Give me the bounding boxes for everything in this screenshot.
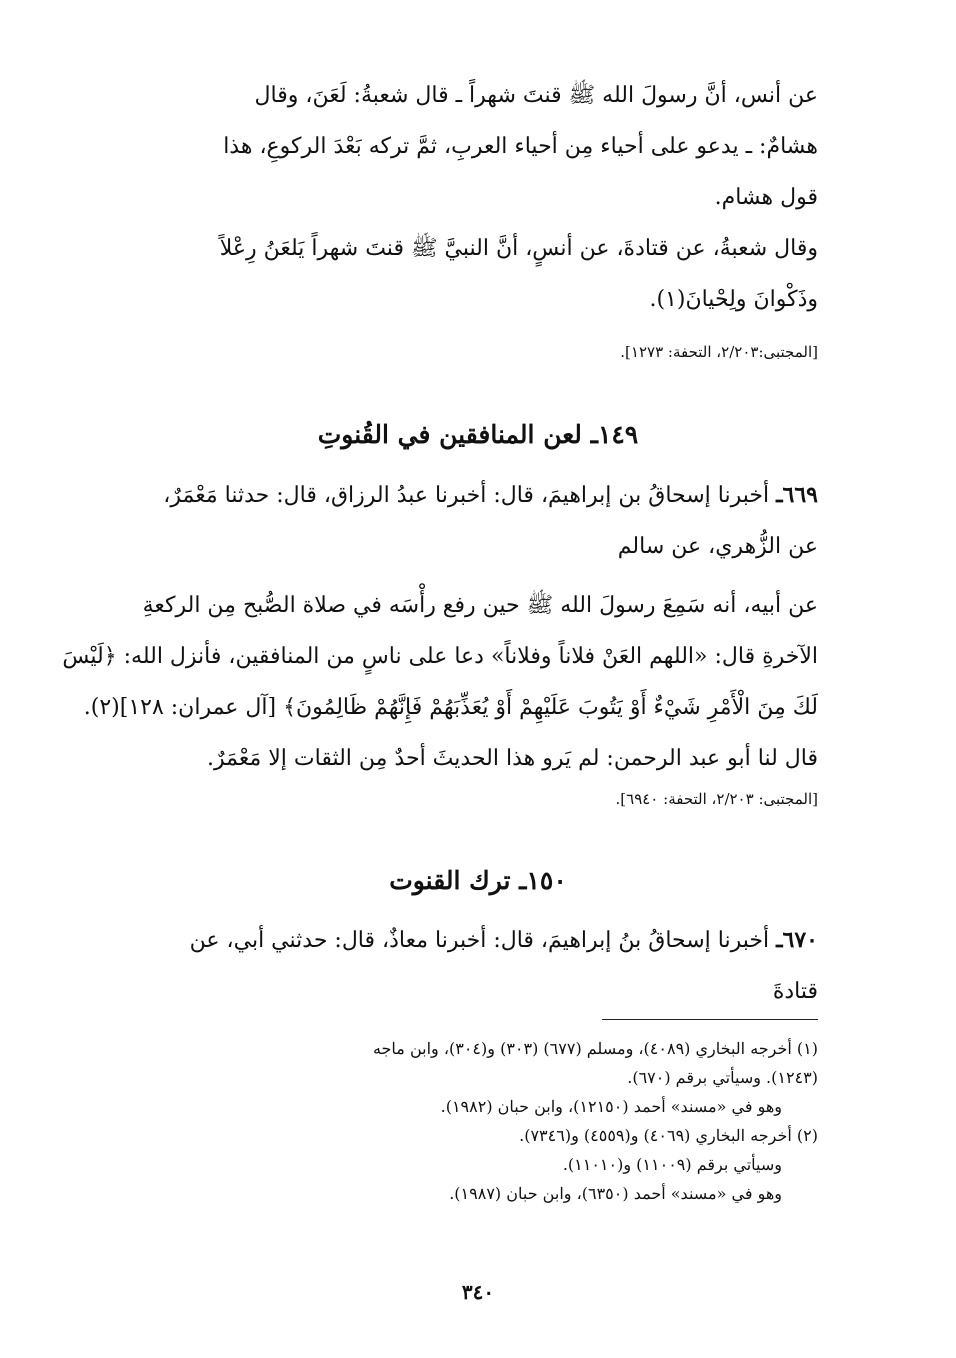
text-line: عن أبيه، أنه سَمِعَ رسولَ الله ﷺ حين رفع رأْسَه في صلاة الصُّبح مِن الركعةِ [142,593,818,618]
hadith-669-matn [62,580,818,784]
page-number: ٣٤٠ [461,1280,495,1304]
chapter-heading-149: ١٤٩ـ لعن المنافقين في القُنوتِ [317,420,639,449]
hadith-number: ٦٧٠ـ [776,927,818,953]
footnote-line: وهو في «مسند» أحمد (١٢١٥٠)، وابن حبان (١٩٨٢). [440,1097,782,1116]
reference-line: [المجتبى:٢/٢٠٣، التحفة: ١٢٧٣]. [620,343,818,361]
footnote-separator [602,1019,818,1020]
chapter-heading-150: ١٥٠ـ ترك القنوت [389,866,567,895]
text-line: وذَكْوانَ ولِحْيانَ(١). [649,287,818,312]
text-line: ٦٧٠ـ أخبرنا إسحاقُ بنُ إبراهيمَ، قال: أخبرنا معاذٌ، قال: حدثني أبي، عن [189,927,818,953]
text-line: قال لنا أبو عبد الرحمن: لم يَرو هذا الحديثَ أحدٌ مِن الثقات إلا مَعْمَرٌ. [207,746,818,771]
text-line: ٦٦٩ـ أخبرنا إسحاقُ بن إبراهيمَ، قال: أخبرنا عبدُ الرزاق، قال: حدثنا مَعْمَرٌ، [163,482,818,508]
text-line: عن الزُّهري، عن سالم [617,534,818,559]
quran-verse-line: لَكَ مِنَ الْأَمْرِ شَيْءٌ أَوْ يَتُوبَ عَلَيْهِمْ أَوْ يُعَذِّبَهُمْ فَإِنَّهُمْ ظَالِمُونَ﴾ [آل عمران: ١٢٨](٢). [83,695,818,720]
hadith-number: ٦٦٩ـ [776,482,818,508]
text-line: هشامٌ: ـ يدعو على أحياء مِن أحياء العربِ، ثمَّ تركه بَعْدَ الركوعِ، هذا [223,134,818,159]
text-line: الآخرةِ قال: «اللهم العَنْ فلاناً وفلاناً» دعا على ناسٍ من المنافقين، فأنزل الله: ﴿لَيْسَ [62,644,818,669]
hadith-continuation [138,70,818,325]
text-line: قول هشام. [714,185,818,210]
footnote-line: وسيأتي برقم (١١٠٠٩) و(١١٠١٠). [562,1155,782,1174]
footnote-line: وهو في «مسند» أحمد (٦٣٥٠)، وابن حبان (١٩٨٧). [449,1184,782,1203]
hadith-669-isnad [138,470,818,572]
hadith-670-isnad [138,915,818,1017]
footnote-line: (١) أخرجه البخاري (٤٠٨٩)، ومسلم (٦٧٧) (٣٠٣) و(٣٠٤)، وابن ماجه [372,1039,818,1058]
reference-line: [المجتبى: ٢/٢٠٣، التحفة: ٦٩٤٠]. [615,790,818,808]
footnotes [138,1034,818,1208]
footnote-line: (١٢٤٣). وسيأتي برقم (٦٧٠). [627,1068,818,1087]
text-line: وقال شعبةُ، عن قتادةَ، عن أنسٍ، أنَّ النبيَّ ﷺ قنتَ شهراً يَلعَنُ رِعْلاً [219,236,818,261]
text-line: قتادةَ [772,979,818,1004]
footnote-line: (٢) أخرجه البخاري (٤٠٦٩) و(٤٥٥٩) و(٧٣٤٦). [519,1126,818,1145]
text-line: عن أنس، أنَّ رسولَ الله ﷺ قنتَ شهراً ـ قال شعبةُ: لَعَنَ، وقال [254,83,818,108]
